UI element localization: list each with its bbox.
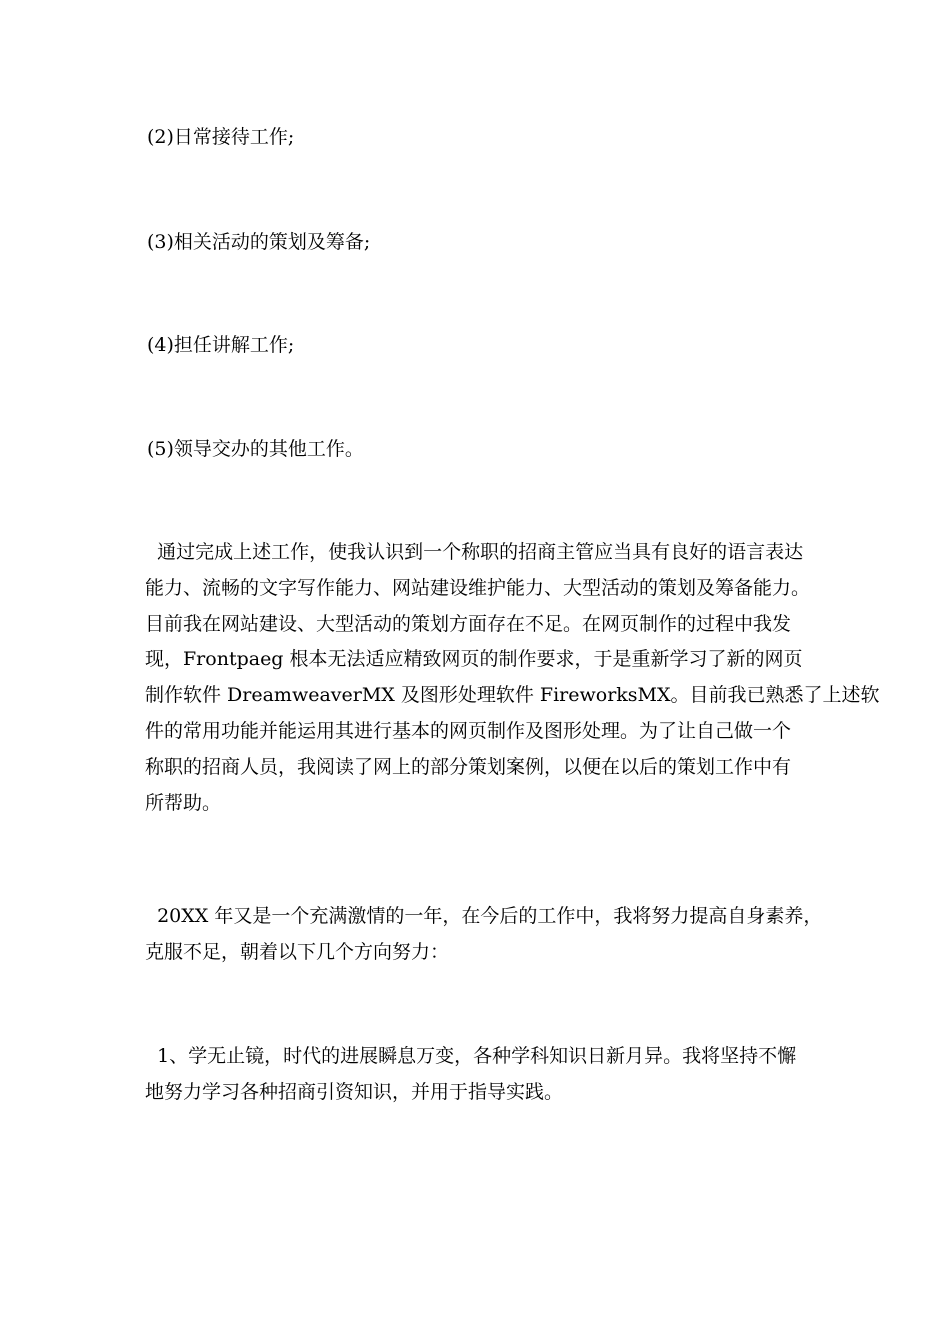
list-item-2: (2)日常接待工作; [147, 126, 295, 148]
list-item-5: (5)领导交办的其他工作。 [147, 438, 364, 460]
paragraph-line: 20XX 年又是一个充满激情的一年，在今后的工作中，我将努力提高自身素养， [145, 905, 823, 927]
paragraph-goal-1 [145, 1039, 810, 1111]
list-item-3: (3)相关活动的策划及筹备; [147, 231, 371, 253]
paragraph-new-year [145, 899, 823, 971]
paragraph-line: 所帮助。 [145, 791, 222, 814]
list-item-4: (4)担任讲解工作; [147, 334, 295, 356]
paragraph-line: 地努力学习各种招商引资知识，并用于指导实践。 [145, 1080, 564, 1103]
paragraph-line: 能力、流畅的文字写作能力、网站建设维护能力、大型活动的策划及筹备能力。 [145, 576, 811, 599]
paragraph-line: 目前我在网站建设、大型活动的策划方面存在不足。在网页制作的过程中我发 [145, 612, 792, 635]
paragraph-line: 1、学无止镜，时代的进展瞬息万变，各种学科知识日新月异。我将坚持不懈 [145, 1045, 797, 1067]
paragraph-line: 克服不足，朝着以下几个方向努力： [145, 940, 450, 963]
paragraph-line: 制作软件 DreamweaverMX 及图形处理软件 FireworksMX。目前我已熟悉了上述软 [145, 684, 880, 707]
paragraph-work-reflection [145, 535, 880, 821]
paragraph-line: 现，Frontpaeg 根本无法适应精致网页的制作要求，于是重新学习了新的网页 [145, 648, 803, 671]
paragraph-line: 称职的招商人员，我阅读了网上的部分策划案例，以便在以后的策划工作中有 [145, 755, 792, 778]
paragraph-line: 通过完成上述工作，使我认识到一个称职的招商主管应当具有良好的语言表达 [145, 541, 804, 563]
paragraph-line: 件的常用功能并能运用其进行基本的网页制作及图形处理。为了让自己做一个 [145, 719, 792, 742]
